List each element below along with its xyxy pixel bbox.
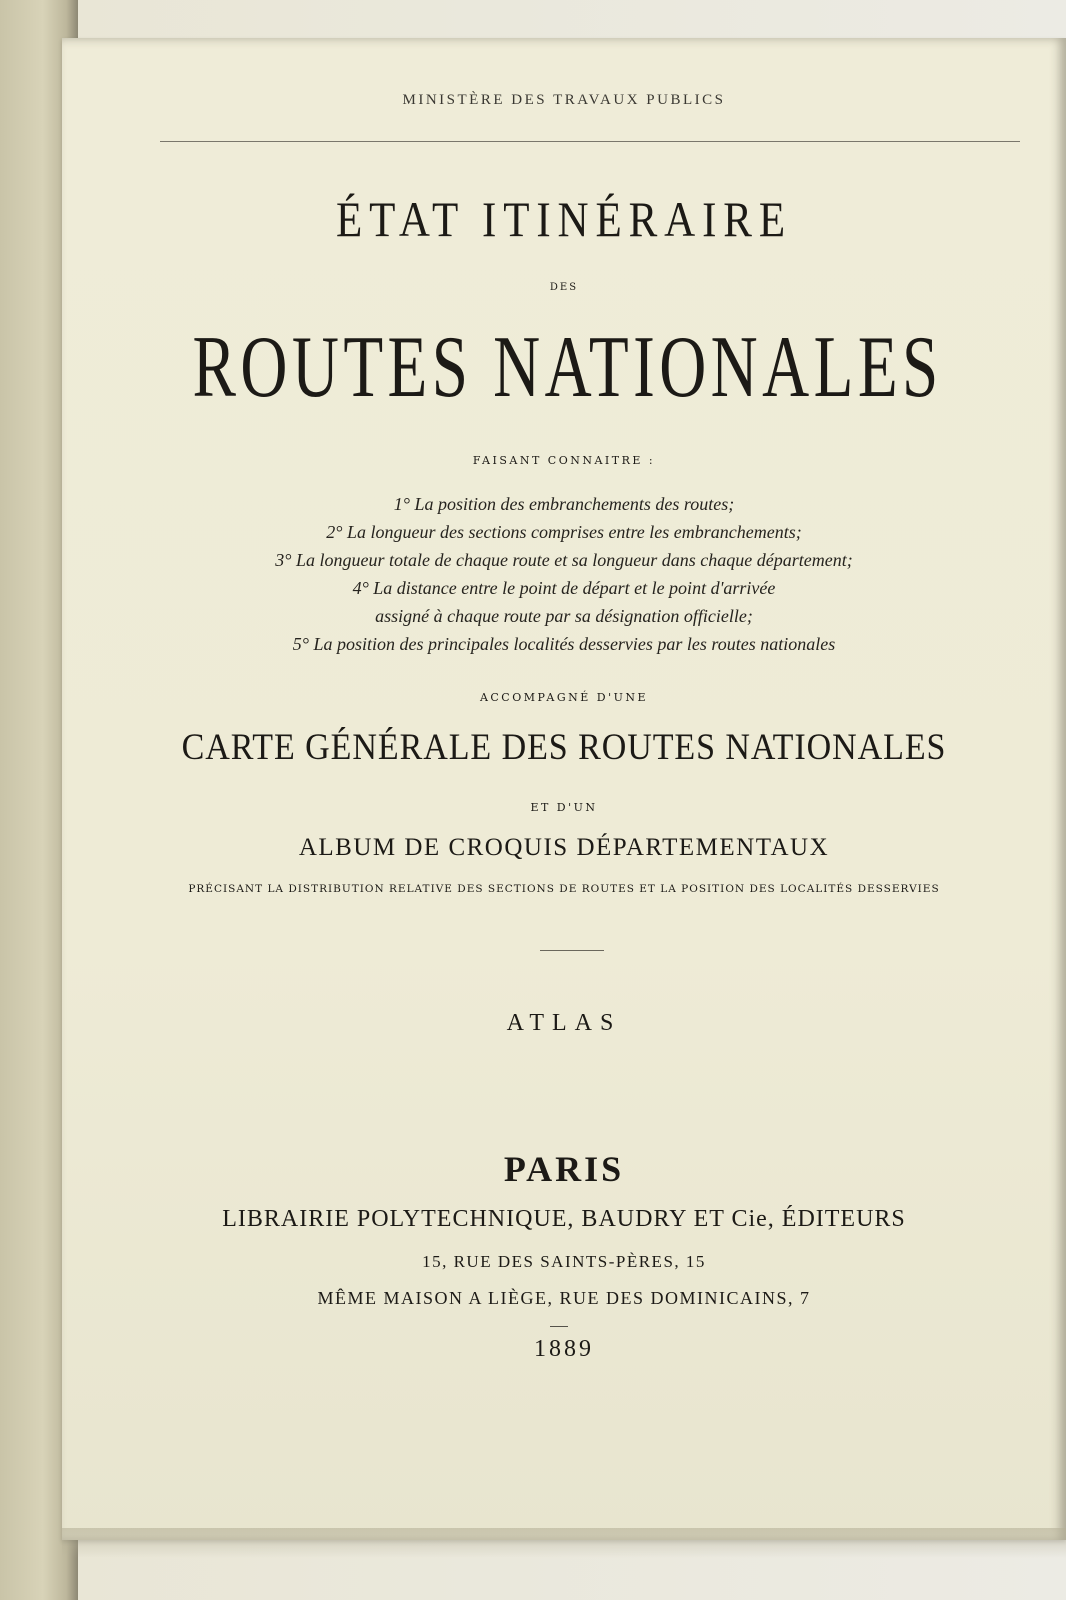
top-rule: [160, 141, 1020, 142]
main-title-line2: ROUTES NATIONALES: [192, 319, 943, 416]
carte-title: CARTE GÉNÉRALE DES ROUTES NATIONALES: [181, 727, 947, 768]
list-item: assigné à chaque route par sa désignation officielle;: [375, 606, 753, 626]
album-title: ALBUM DE CROQUIS DÉPARTEMENTAUX: [298, 834, 830, 861]
ministry-heading: MINISTÈRE DES TRAVAUX PUBLICS: [402, 92, 726, 108]
publication-year: 1889: [534, 1336, 594, 1362]
city-name: PARIS: [503, 1149, 625, 1189]
content-list: [62, 490, 1066, 658]
publisher-name: LIBRAIRIE POLYTECHNIQUE, BAUDRY ET Cie, ÉDITEURS: [222, 1206, 906, 1232]
address-paris: 15, RUE DES SAINTS-PÈRES, 15: [422, 1252, 706, 1271]
address-liege: MÊME MAISON A LIÈGE, RUE DES DOMINICAINS, 7: [317, 1288, 811, 1308]
faisant-connaitre: FAISANT CONNAITRE :: [472, 454, 656, 467]
list-item: 1° La position des embranchements des routes;: [393, 494, 735, 514]
page-bottom-shadow: [62, 1528, 1066, 1558]
accompagne-line: ACCOMPAGNÉ D'UNE: [479, 691, 649, 704]
title-page: [62, 38, 1066, 1540]
list-item: 4° La distance entre le point de départ et le point d'arrivée: [352, 578, 776, 598]
middle-rule: [540, 950, 604, 951]
list-item: 3° La longueur totale de chaque route et sa longueur dans chaque département;: [275, 550, 853, 570]
small-rule: [550, 1326, 568, 1327]
list-item: 5° La position des principales localités desservies par les routes nationales: [292, 634, 836, 654]
precisant-line: PRÉCISANT LA DISTRIBUTION RELATIVE DES SECTIONS DE ROUTES ET LA POSITION DES LOCALITÉS DESSERVIES: [188, 883, 940, 895]
et-dun-line: ET D'UN: [530, 801, 598, 814]
list-item: 2° La longueur des sections comprises entre les embranchements;: [326, 522, 802, 542]
connector-des: DES: [549, 282, 579, 293]
main-title-line1: ÉTAT ITINÉRAIRE: [335, 191, 793, 247]
atlas-label: ATLAS: [506, 1010, 622, 1036]
